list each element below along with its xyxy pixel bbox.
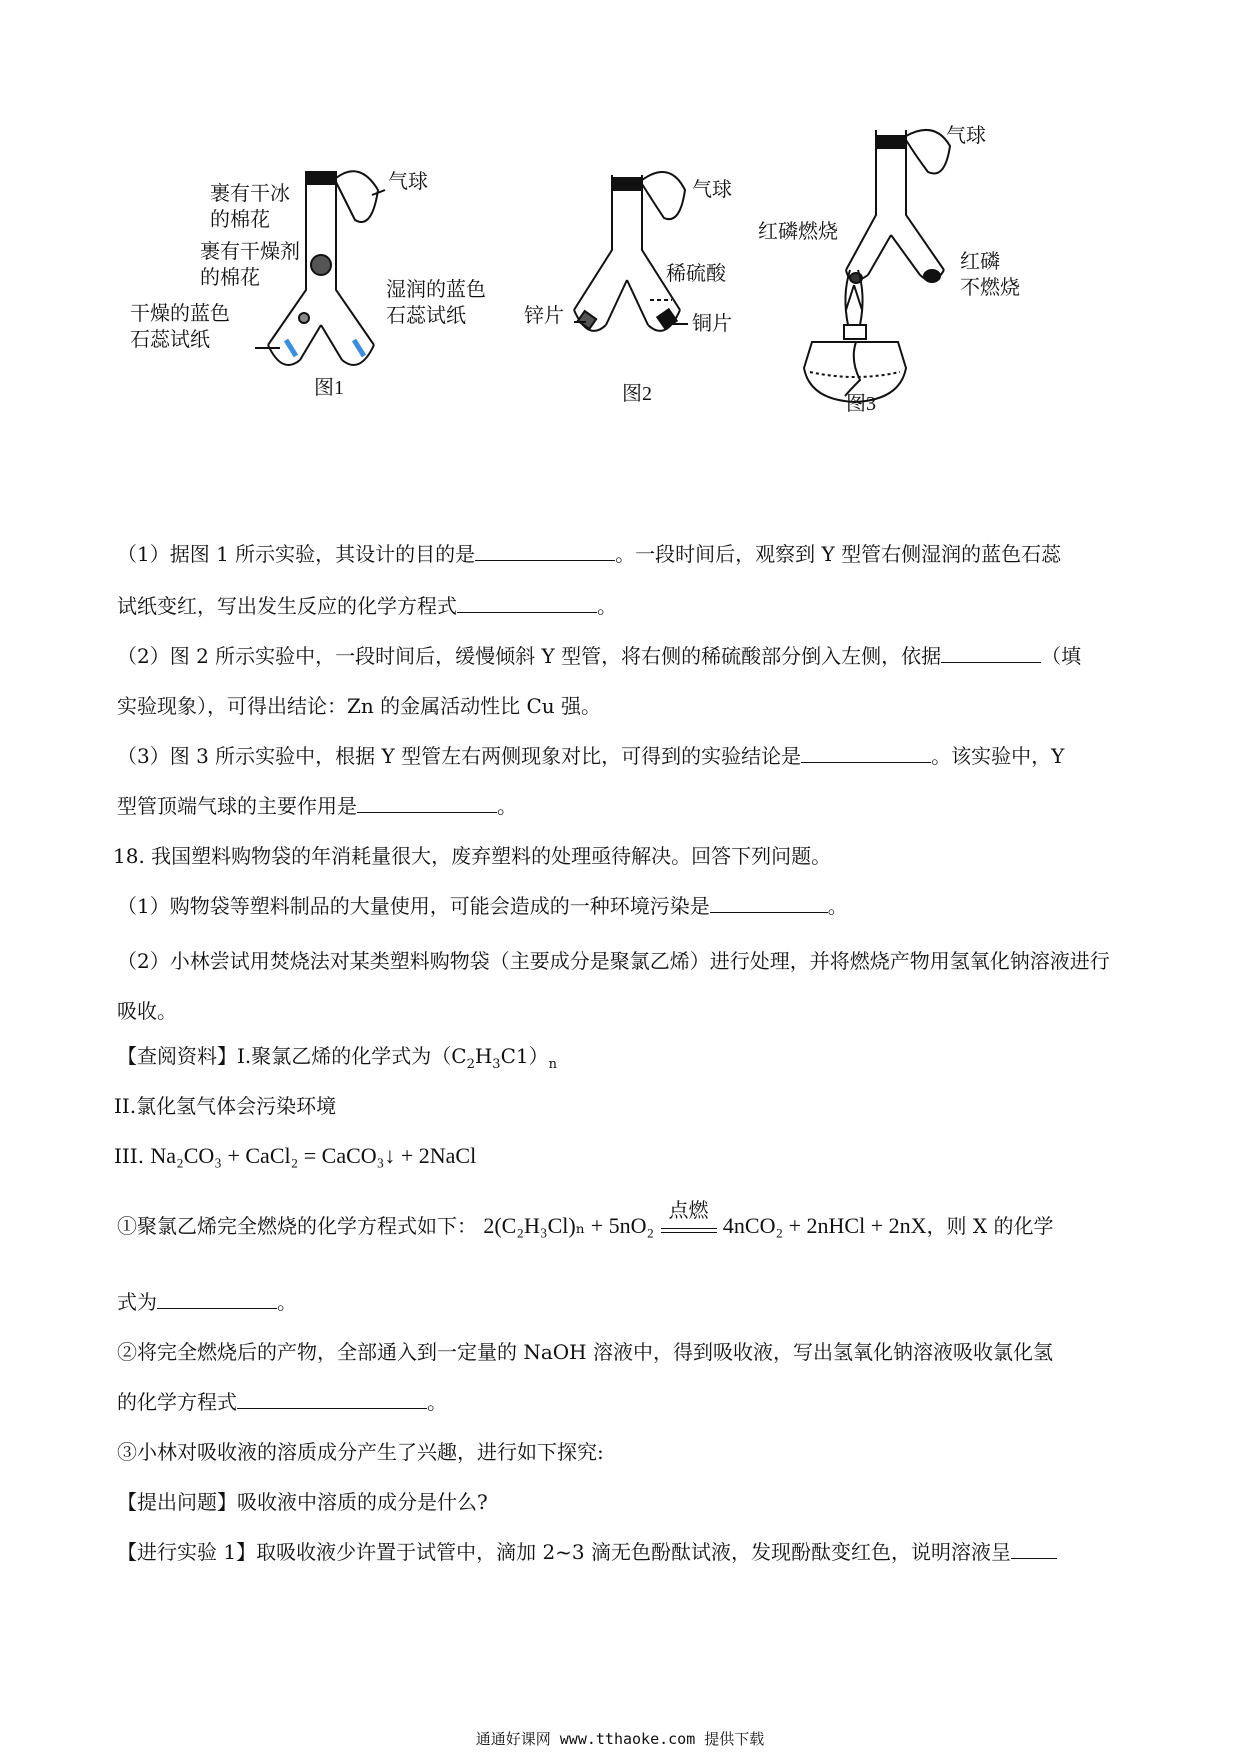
q18-p1-text2: 。 xyxy=(827,894,848,918)
fig1-label-desiccant-2: 的棉花 xyxy=(200,265,260,289)
ref1-text-a: I.聚氯乙烯的化学式为（C xyxy=(237,1044,467,1068)
fig1-label-dryice-1: 裹有干冰 xyxy=(210,181,290,205)
q17-p1-text2: 。一段时间后，观察到 Y 型管右侧湿润的蓝色石蕊 xyxy=(615,542,1062,566)
q18-c2-line2 xyxy=(117,1386,1127,1418)
fig1-label-balloon: 气球 xyxy=(388,169,428,193)
c1-reaction-arrow xyxy=(661,1198,717,1233)
c1-text: ①聚氯乙烯完全燃烧的化学方程式如下： xyxy=(117,1214,477,1238)
fig1-label-desiccant-1: 裹有干燥剂 xyxy=(200,239,300,263)
q17-p1-text3: 试纸变红，写出发生反应的化学方程式 xyxy=(117,594,457,618)
fig2-label-zinc: 锌片 xyxy=(524,303,564,327)
q17-p3-text2: 。该实验中，Y xyxy=(931,744,1065,768)
q18-c1 xyxy=(117,1198,1127,1242)
answer-blank[interactable] xyxy=(941,642,1041,663)
q18-c2: ②将完全燃烧后的产物，全部通入到一定量的 NaOH 溶液中，得到吸收液，写出氢氧化钠溶液吸收氯化氢 xyxy=(117,1340,1053,1364)
fig1-label-dryice-2: 的棉花 xyxy=(210,207,270,231)
answer-blank[interactable] xyxy=(475,540,615,561)
c1-equation-left: 2(C₂H₃Cl)ₙ + 5nO₂ xyxy=(483,1213,655,1238)
fig2-label-balloon: 气球 xyxy=(692,177,732,201)
q18-part2: （2）小林尝试用焚烧法对某类塑料购物袋（主要成分是聚氯乙烯）进行处理，并将燃烧产物用氢氧化钠溶液进行吸收。 xyxy=(117,949,1110,1023)
question-ask xyxy=(117,1486,1127,1518)
answer-blank[interactable] xyxy=(801,742,931,763)
fig3-label-balloon: 气球 xyxy=(946,123,986,147)
experiment-1 xyxy=(117,1536,1127,1568)
figure-drawings xyxy=(0,120,1240,480)
c1-text4: 。 xyxy=(277,1290,297,1314)
answer-blank[interactable] xyxy=(710,892,828,913)
ref1-text-c: C1） xyxy=(500,1044,549,1068)
q17-part1 xyxy=(117,538,1127,570)
answer-blank[interactable] xyxy=(457,592,597,613)
fig1-label-wet-paper-2: 石蕊试纸 xyxy=(386,303,466,327)
q17-p2-text3: 实验现象），可得出结论：Zn 的金属活动性比 Cu 强。 xyxy=(117,694,602,718)
fig3-label-burning: 红磷燃烧 xyxy=(758,219,838,243)
answer-blank[interactable] xyxy=(357,792,497,813)
c1-equation-right: 4nCO₂ + 2nHCl + 2nX xyxy=(722,1213,927,1238)
q17-part3 xyxy=(117,740,1127,772)
fig2-label-copper: 铜片 xyxy=(692,311,732,335)
c1-text2: ，则 X 的化学 xyxy=(926,1214,1054,1238)
reference-3 xyxy=(114,1140,1124,1172)
q17-part2 xyxy=(117,640,1127,672)
ask-heading: 【提出问题】 xyxy=(117,1490,237,1514)
c1-text3: 式为 xyxy=(117,1290,157,1314)
ask-text: 吸收液中溶质的成分是什么? xyxy=(237,1490,488,1514)
q17-p3-text3: 型管顶端气球的主要作用是 xyxy=(117,794,357,818)
fig1-label-dry-paper-1: 干燥的蓝色 xyxy=(130,301,230,325)
reference-2: II.氯化氢气体会污染环境 xyxy=(114,1094,337,1118)
answer-blank[interactable] xyxy=(1011,1538,1057,1559)
answer-blank[interactable] xyxy=(237,1388,427,1409)
q17-p3-text: （3）图 3 所示实验中，根据 Y 型管左右两侧现象对比，可得到的实验结论是 xyxy=(117,744,802,768)
reference-1 xyxy=(117,1040,1127,1081)
q18-c1-line2 xyxy=(117,1286,1127,1318)
answer-blank[interactable] xyxy=(157,1288,277,1309)
c1-double-line xyxy=(661,1228,717,1233)
ref3-prefix: III. xyxy=(114,1144,145,1168)
q17-p1-text4: 。 xyxy=(597,594,617,618)
ref3-equation: Na₂CO₃ + CaCl₂ = CaCO₃↓ + 2NaCl xyxy=(150,1143,477,1168)
fig3-label-phosphorus: 红磷 xyxy=(960,249,1000,273)
q18-c3: ③小林对吸收液的溶质成分产生了兴趣，进行如下探究: xyxy=(117,1440,604,1464)
experiment-text: 取吸收液少许置于试管中，滴加 2~3 滴无色酚酞试液，发现酚酞变红色，说明溶液呈 xyxy=(256,1540,1012,1564)
c2-text: 的化学方程式 xyxy=(117,1390,237,1414)
figure-row xyxy=(0,120,1240,480)
ref1-sub2: 3 xyxy=(492,1057,501,1072)
reference-heading: 【查阅资料】 xyxy=(117,1044,237,1068)
q17-part2-line2 xyxy=(117,690,1127,722)
q17-p1-text: （1）据图 1 所示实验，其设计的目的是 xyxy=(117,542,476,566)
fig3-label-not-burning: 不燃烧 xyxy=(960,275,1020,299)
fig3-caption: 图3 xyxy=(846,393,876,415)
c2-text2: 。 xyxy=(427,1390,447,1414)
ref1-sub3: n xyxy=(548,1057,557,1072)
fig1-label-wet-paper-1: 湿润的蓝色 xyxy=(386,277,486,301)
fig2-caption: 图2 xyxy=(622,383,652,405)
q17-p2-text: （2）图 2 所示实验中，一段时间后，缓慢倾斜 Y 型管，将右侧的稀硫酸部分倒入左侧，依据 xyxy=(117,644,942,668)
page-footer: 通通好课网 www.tthaoke.com 提供下载 xyxy=(475,1730,765,1748)
fig1-label-dry-paper-2: 石蕊试纸 xyxy=(130,327,210,351)
q18-p1-text: （1）购物袋等塑料制品的大量使用，可能会造成的一种环境污染是 xyxy=(117,894,710,918)
c1-condition: 点燃 xyxy=(668,1198,709,1222)
figure-2 xyxy=(574,172,688,331)
ref1-text-b: H xyxy=(474,1044,493,1068)
ref1-sub1: 2 xyxy=(466,1057,475,1072)
q17-p2-text2: （填 xyxy=(1041,644,1082,668)
q18-intro: 18. 我国塑料购物袋的年消耗量很大，废弃塑料的处理亟待解决。回答下列问题。 xyxy=(113,844,832,868)
q18-part1 xyxy=(117,890,1127,922)
experiment-heading: 【进行实验 1】 xyxy=(117,1540,257,1564)
q17-part1-line2 xyxy=(117,590,1127,622)
figure-3 xyxy=(804,130,950,402)
fig2-label-acid: 稀硫酸 xyxy=(666,261,726,285)
fig1-caption: 图1 xyxy=(314,377,344,399)
q17-p3-text4: 。 xyxy=(497,794,517,818)
q17-part3-line2 xyxy=(117,790,1127,822)
